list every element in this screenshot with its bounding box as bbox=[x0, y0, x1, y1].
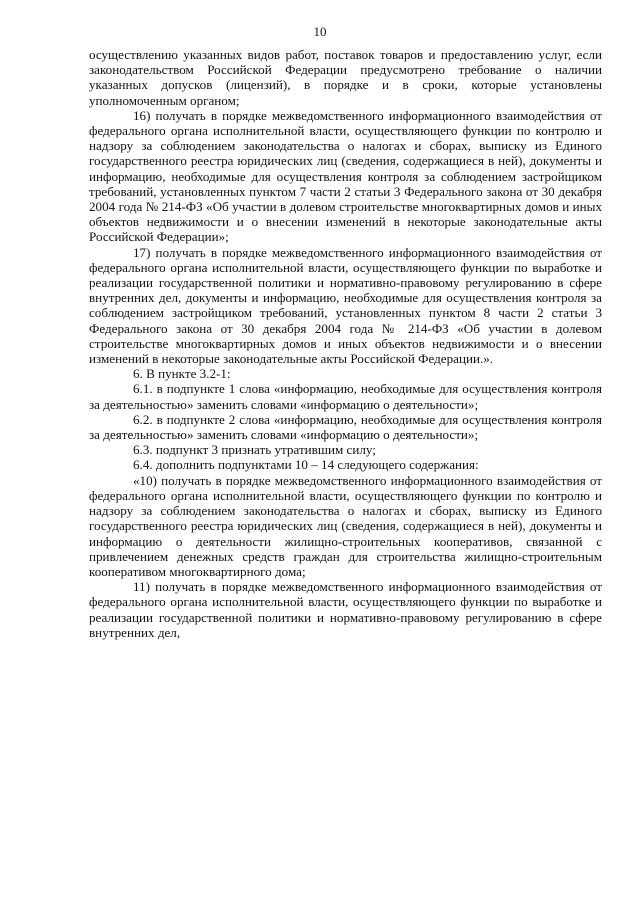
page-number: 10 bbox=[313, 24, 327, 39]
paragraph-item-17: 17) получать в порядке межведомственного информационного взаимодействия от федерального органа исполнительной власти, осуществляющего функции по выработке и реализации государственной политики и нормативно-правовому регулированию в сфере внутренних дел, документы и информацию, необходимые для осуществления контроля за соблюдением застройщиком требований, установленных пунктом 8 части 2 статьи 3 Федерального закона от 30 декабря 2004 года № 214-ФЗ «Об участии в долевом строительстве многоквартирных домов и иных объектов недвижимости и о внесении изменений в некоторые законодательные акты Российской Федерации.». bbox=[89, 244, 602, 367]
paragraph-point-6: 6. В пункте 3.2-1: bbox=[133, 366, 231, 382]
paragraph-item-10: «10) получать в порядке межведомственного информационного взаимодействия от федерального органа исполнительной власти, осуществляющего функции по контролю и надзору за соблюдением законодательства о налогах и сборах, выписку из Единого государственного реестра юридических лиц (сведения, содержащиеся в ней), документы и информацию о деятельности жилищно-строительных кооперативов, связанной с привлечением денежных средств граждан для строительства жилищно-строительным кооперативом многоквартирного дома; bbox=[89, 472, 602, 579]
document-body bbox=[89, 47, 602, 640]
paragraph-continuation: осуществлению указанных видов работ, поставок товаров и предоставлению услуг, если законодательством Российской Федерации предусмотрено требование о наличии указанных допусков (лицензий), в порядке и в сроки, которые установлены уполномоченным органом; bbox=[89, 47, 602, 108]
paragraph-item-11: 11) получать в порядке межведомственного информационного взаимодействия от федерального органа исполнительной власти, осуществляющего функции по выработке и реализации государственной политики и нормативно-правовому регулированию в сфере внутренних дел, bbox=[89, 579, 602, 640]
paragraph-point-6-4: 6.4. дополнить подпунктами 10 – 14 следующего содержания: bbox=[133, 457, 479, 473]
paragraph-point-6-1: 6.1. в подпункте 1 слова «информацию, необходимые для осуществления контроля за деятельностью» заменить словами «информацию о деятельности»; bbox=[89, 381, 602, 412]
paragraph-point-6-2: 6.2. в подпункте 2 слова «информацию, необходимые для осуществления контроля за деятельностью» заменить словами «информацию о деятельности»; bbox=[89, 411, 602, 443]
paragraph-item-16: 16) получать в порядке межведомственного информационного взаимодействия от федерального органа исполнительной власти, осуществляющего функции по контролю и надзору за соблюдением законодательства о налогах и сборах, выписку из Единого государственного реестра юридических лиц (сведения, содержащиеся в ней), документы и информацию, необходимые для осуществления контроля за соблюдением застройщиком требований, установленных пунктом 7 части 2 статьи 3 Федерального закона от 30 декабря 2004 года № 214-ФЗ «Об участии в долевом строительстве многоквартирных домов и иных объектов недвижимости и о внесении изменений в некоторые законодательные акты Российской Федерации»; bbox=[89, 107, 602, 245]
paragraph-point-6-3: 6.3. подпункт 3 признать утратившим силу; bbox=[133, 442, 376, 458]
